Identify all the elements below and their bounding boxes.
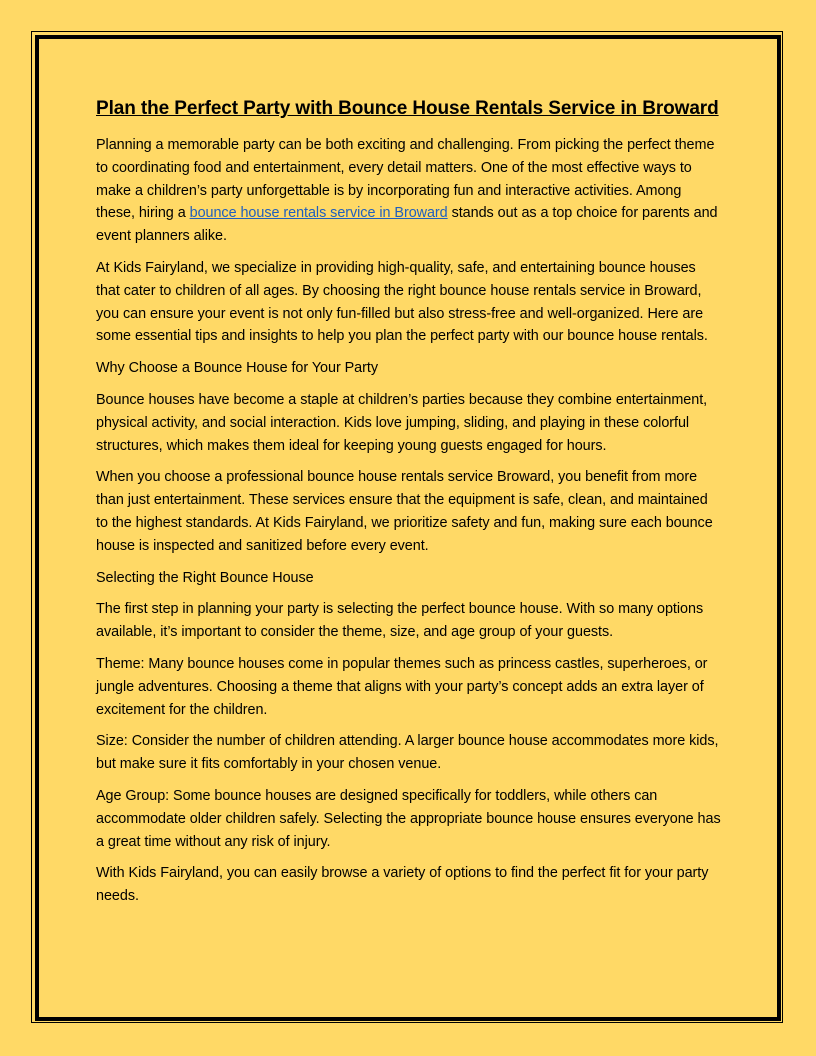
paragraph-bounce-houses-staple: Bounce houses have become a staple at children’s parties because they combine entertainment, physical activity, and social interaction. Kids love jumping, sliding, and playing in these colorful structures, which makes them ideal for keeping young guests engaged for hours.: [96, 391, 708, 454]
section-heading-why-choose: Why Choose a Bounce House for Your Party: [96, 360, 378, 377]
paragraph-theme: Theme: Many bounce houses come in popular themes such as princess castles, superheroes, or jungle adventures. Choosing a theme that aligns with your party’s concept adds an extra layer of excitement for the children.: [96, 655, 708, 718]
paragraph-age-group: Age Group: Some bounce houses are designed specifically for toddlers, while others can accommodate older children safely. Selecting the appropriate bounce house ensures everyone has a great time without any risk of injury.: [96, 787, 721, 850]
intro-text-after-link: stands out as a top choice for parents and event planners alike.: [96, 205, 718, 245]
paragraph-closing: With Kids Fairyland, you can easily browse a variety of options to find the perfect fit for your party needs.: [96, 865, 709, 905]
bounce-house-rentals-link[interactable]: bounce house rentals service in Broward: [189, 205, 448, 222]
paragraph-professional-service: When you choose a professional bounce house rentals service Broward, you benefit from more than just entertainment. These services ensure that the equipment is safe, clean, and maintained to the highest standards. At Kids Fairyland, we prioritize safety and fun, making sure each bounce house is inspected and sanitized before every event.: [96, 469, 713, 554]
document-body: [96, 96, 722, 917]
intro-paragraph: [96, 134, 722, 248]
section-heading-selecting: Selecting the Right Bounce House: [96, 569, 314, 586]
paragraph-kids-fairyland: At Kids Fairyland, we specialize in providing high-quality, safe, and entertaining bounce houses that cater to children of all ages. By choosing the right bounce house rentals service in Broward, you can ensure your event is not only fun-filled but also stress-free and well-organized. Here are some essential tips and insights to help you plan the perfect party with our bounce house rentals.: [96, 259, 708, 345]
paragraph-first-step: The first step in planning your party is selecting the perfect bounce house. With so many options available, it’s important to consider the theme, size, and age group of your guests.: [96, 601, 704, 641]
document-title: Plan the Perfect Party with Bounce House Rentals Service in Broward: [96, 98, 719, 119]
intro-text-before-link: Planning a memorable party can be both exciting and challenging. From picking the perfect theme to coordinating food and entertainment, every detail matters. One of the most effective ways to make a children’s party unforgettable is by incorporating fun and interactive activities. Among these, hiring a: [96, 137, 715, 222]
paragraph-size: Size: Consider the number of children attending. A larger bounce house accommodates more kids, but make sure it fits comfortably in your chosen venue.: [96, 733, 719, 773]
